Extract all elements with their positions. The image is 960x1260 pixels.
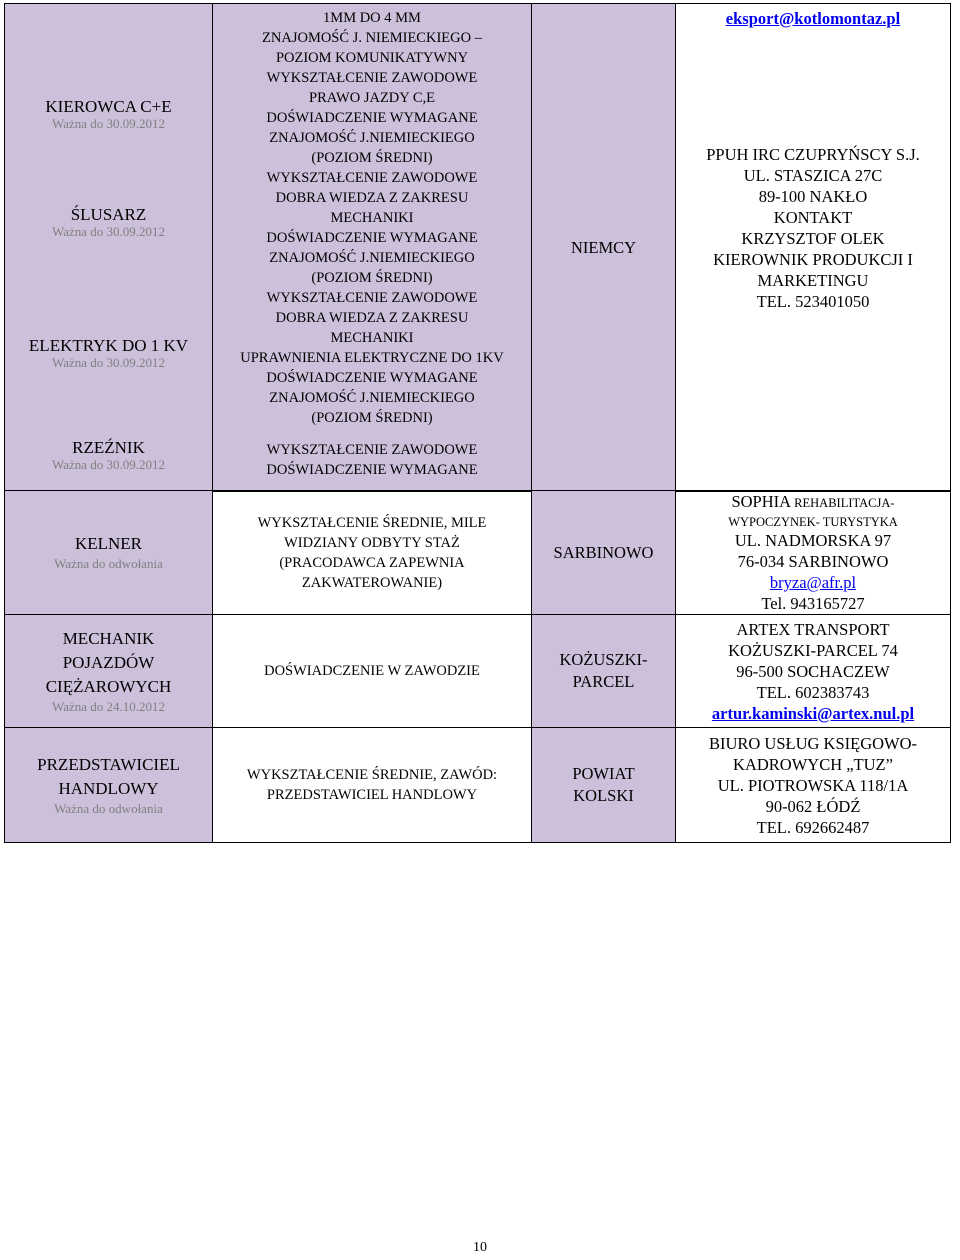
location-mechanik: KOŻUSZKI- PARCEL: [532, 615, 676, 728]
contact-mechanik: ARTEX TRANSPORT KOŻUSZKI-PARCEL 74 96-500 SOCHACZEW TEL. 602383743 artur.kaminski@artex.nul.pl: [676, 615, 951, 728]
position-kelner: KELNER Ważna do odwołania: [5, 491, 213, 615]
requirement-line: (POZIOM ŚREDNI): [311, 270, 433, 286]
requirement-line: MECHANIKI: [330, 210, 414, 226]
positions-cell: [5, 4, 213, 492]
contact-line: KRZYSZTOF OLEK: [741, 229, 885, 248]
location-przedstawiciel: POWIAT KOLSKI: [532, 728, 676, 843]
contact-cell: [676, 4, 951, 492]
contact-line: UL. STASZICA 27C: [743, 166, 883, 185]
requirement-line: UPRAWNIENIA ELEKTRYCZNE DO 1KV: [240, 350, 504, 366]
requirement-line: WYKSZTAŁCENIE ZAWODOWE: [266, 70, 478, 86]
position-rzeznik: RZEŹNIK Ważna do 30.09.2012: [51, 438, 166, 472]
requirement-line: 1MM DO 4 MM: [323, 10, 421, 26]
requirement-line: (POZIOM ŚREDNI): [311, 410, 433, 426]
requirement-line: DOBRA WIEDZA Z ZAKRESU: [275, 190, 469, 206]
requirements-mechanik: DOŚWIADCZENIE W ZAWODZIE: [213, 615, 532, 728]
requirements-kelner: WYKSZTAŁCENIE ŚREDNIE, MILE WIDZIANY ODBYTY STAŻ (PRACODAWCA ZAPEWNIA ZAKWATEROWANIE): [213, 491, 532, 615]
position-kierowca: KIEROWCA C+E Ważna do 30.09.2012: [45, 97, 172, 131]
position-mechanik: MECHANIK POJAZDÓW CIĘŻAROWYCH Ważna do 24.10.2012: [5, 615, 213, 728]
contact-line: KONTAKT: [773, 208, 853, 227]
page-number: 10: [473, 1240, 487, 1255]
requirement-line: [213, 428, 531, 440]
requirement-line: ZNAJOMOŚĆ J.NIEMIECKIEGO: [269, 250, 475, 266]
position-przedstawiciel: PRZEDSTAWICIEL HANDLOWY Ważna do odwołania: [5, 728, 213, 843]
location-cell: [532, 4, 676, 492]
contact-line: TEL. 523401050: [756, 292, 870, 311]
contact-line: PPUH IRC CZUPRYŃSCY S.J.: [706, 145, 920, 164]
requirement-line: ZNAJOMOŚĆ J.NIEMIECKIEGO: [269, 390, 475, 406]
requirement-line: WYKSZTAŁCENIE ZAWODOWE: [266, 170, 478, 186]
requirements-list: [213, 4, 531, 480]
location-label: NIEMCY: [570, 237, 637, 257]
contact-email-link[interactable]: artur.kaminski@artex.nul.pl: [711, 703, 915, 723]
requirements-cell: [213, 4, 532, 492]
requirement-line: POZIOM KOMUNIKATYWNY: [275, 50, 469, 66]
contact-details: [676, 144, 950, 312]
contact-kelner: SOPHIA REHABILITACJA- WYPOCZYNEK- TURYSTYKA UL. NADMORSKA 97 76-034 SARBINOWO bryza@afr.pl Tel. 943165727: [676, 491, 951, 615]
contact-line: KIEROWNIK PRODUKCJI I: [713, 250, 913, 269]
requirement-line: WYKSZTAŁCENIE ZAWODOWE: [266, 290, 478, 306]
requirement-line: PRAWO JAZDY C,E: [309, 90, 435, 106]
contact-przedstawiciel: BIURO USŁUG KSIĘGOWO- KADROWYCH „TUZ” UL. PIOTROWSKA 118/1A 90-062 ŁÓDŹ TEL. 692662487: [676, 728, 951, 843]
job-offers-table-poland: [4, 490, 951, 843]
requirement-line: ZNAJOMOŚĆ J. NIEMIECKIEGO –: [262, 30, 482, 46]
contact-email-link[interactable]: eksport@kotlomontaz.pl: [725, 9, 901, 28]
position-slusarz: ŚLUSARZ Ważna do 30.09.2012: [51, 205, 166, 239]
contact-line: 89-100 NAKŁO: [758, 187, 868, 206]
position-elektryk: ELEKTRYK DO 1 KV Ważna do 30.09.2012: [28, 336, 189, 370]
requirement-line: DOŚWIADCZENIE WYMAGANE: [266, 230, 478, 246]
requirement-line: DOŚWIADCZENIE WYMAGANE: [266, 370, 478, 386]
requirements-przedstawiciel: WYKSZTAŁCENIE ŚREDNIE, ZAWÓD: PRZEDSTAWICIEL HANDLOWY: [213, 728, 532, 843]
contact-email-link[interactable]: bryza@afr.pl: [769, 573, 857, 592]
location-kelner: SARBINOWO: [532, 491, 676, 615]
requirement-line: ZNAJOMOŚĆ J.NIEMIECKIEGO: [269, 130, 475, 146]
requirement-line: (POZIOM ŚREDNI): [311, 150, 433, 166]
contact-line: MARKETINGU: [757, 271, 869, 290]
requirement-line: MECHANIKI: [330, 330, 414, 346]
requirement-line: WYKSZTAŁCENIE ZAWODOWE: [266, 442, 478, 458]
requirement-line: DOŚWIADCZENIE WYMAGANE: [266, 110, 478, 126]
job-offers-table-germany: [4, 3, 951, 492]
requirement-line: DOŚWIADCZENIE WYMAGANE: [266, 462, 478, 478]
requirement-line: DOBRA WIEDZA Z ZAKRESU: [275, 310, 469, 326]
